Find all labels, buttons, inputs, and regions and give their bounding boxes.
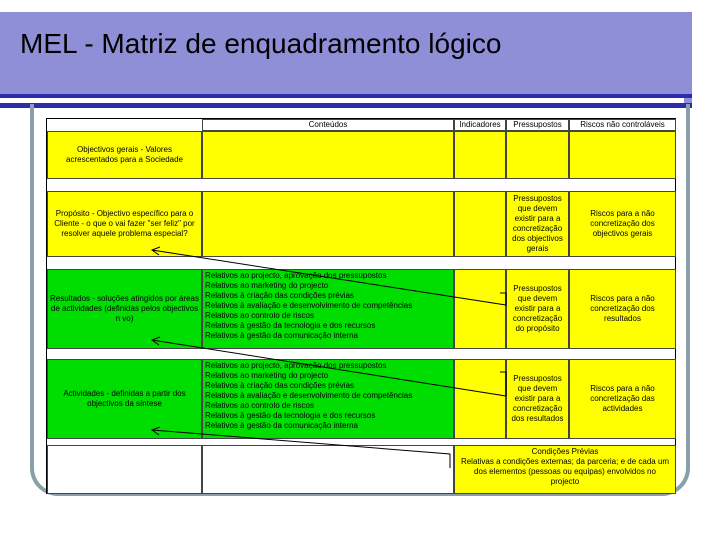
list-item: Relativos ao projecto, aprovação dos pressupostos — [205, 271, 387, 280]
list-item: Relativos à gestão da tecnologia e dos recursos — [205, 411, 376, 420]
row-objectivos-gerais-riscos — [569, 131, 676, 179]
row-actividades-riscos: Riscos para a não concretização das actividades — [569, 359, 676, 439]
row-resultados-label: Resultados - soluções atingidos por áreas de actividades (definidas pelos objectivos n vo) — [47, 269, 202, 349]
row-condicoes-conteudos — [202, 445, 454, 494]
list-item: Relativos à avaliação e desenvolvimento de competências — [205, 301, 413, 310]
condicoes-text: Relativas a condições externas; da parceria; e de cada um dos elementos (pessoas ou equipas) envolvidos no projecto — [460, 457, 670, 486]
logframe-matrix — [46, 118, 676, 494]
condicoes-title: Condições Prévias — [531, 447, 599, 456]
row-condicoes-previas — [454, 445, 676, 494]
row-proposito-pressupostos: Pressupostos que devem existir para a concretização dos objectivos gerais — [506, 191, 569, 257]
list-item: Relativos ao marketing do projecto — [205, 371, 329, 380]
row-resultados-pressupostos: Pressupostos que devem existir para a concretização do propósito — [506, 269, 569, 349]
list-item: Relativos à criação das condições prévias — [205, 291, 354, 300]
row-actividades-conteudos — [202, 359, 454, 439]
list-item: Relativos à gestão da tecnologia e dos recursos — [205, 321, 376, 330]
row-objectivos-gerais-conteudos — [202, 131, 454, 179]
list-item: Relativos ao controlo de riscos — [205, 311, 314, 320]
row-resultados-conteudos — [202, 269, 454, 349]
row-proposito-label: Propósito - Objectivo específico para o Cliente - o que o vai fazer "ser feliz" por resolver aquele problema especial? — [47, 191, 202, 257]
row-objectivos-gerais-label: Objectivos gerais - Valores acrescentados para a Sociedade — [47, 131, 202, 179]
title-rule-top — [0, 94, 692, 98]
row-objectivos-gerais-pressupostos — [506, 131, 569, 179]
header-indicadores: Indicadores — [454, 119, 506, 131]
row-proposito-riscos: Riscos para a não concretização dos objectivos gerais — [569, 191, 676, 257]
list-item: Relativos à gestão da comunicação interna — [205, 421, 358, 430]
row-proposito-conteudos — [202, 191, 454, 257]
row-actividades-label: Actividades - definidas a partir dos objectivos da síntese — [47, 359, 202, 439]
header-pressupostos: Pressupostos — [506, 119, 569, 131]
row-actividades-pressupostos: Pressupostos que devem existir para a concretização dos resultados — [506, 359, 569, 439]
row-objectivos-gerais-indicadores — [454, 131, 506, 179]
row-resultados-riscos: Riscos para a não concretização dos resultados — [569, 269, 676, 349]
list-item: Relativos ao projecto, aprovação dos pressupostos — [205, 361, 387, 370]
list-item: Relativos à avaliação e desenvolvimento de competências — [205, 391, 413, 400]
header-conteudos: Conteúdos — [202, 119, 454, 131]
list-item: Relativos ao marketing do projecto — [205, 281, 329, 290]
row-resultados-indicadores — [454, 269, 506, 349]
list-item: Relativos à gestão da comunicação interna — [205, 331, 358, 340]
header-riscos: Riscos não controláveis — [569, 119, 676, 131]
row-proposito-indicadores — [454, 191, 506, 257]
row-actividades-indicadores — [454, 359, 506, 439]
list-item: Relativos ao controlo de riscos — [205, 401, 314, 410]
list-item: Relativos à criação das condições prévias — [205, 381, 354, 390]
slide-title: MEL - Matriz de enquadramento lógico — [20, 28, 502, 59]
row-condicoes-label — [47, 445, 202, 494]
